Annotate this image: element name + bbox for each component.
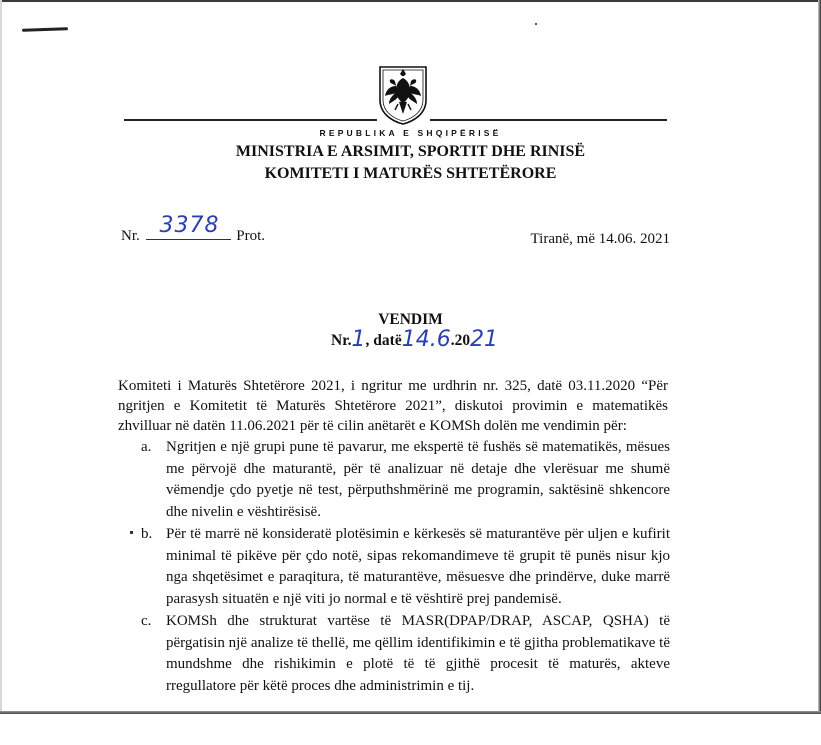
scan-edge-top: [0, 0, 821, 2]
stray-dot: [535, 23, 537, 25]
decision-year-printed: .20: [450, 332, 471, 349]
decision-number-line: [331, 327, 498, 352]
committee-title: KOMITETI I MATURËS SHTETËRORE: [264, 165, 557, 182]
decision-title: VENDIM: [378, 311, 443, 328]
protocol-nr-label: Nr.: [121, 228, 140, 244]
decision-date-prefix: , datë: [365, 332, 402, 349]
stray-dot-b: [130, 531, 133, 534]
intro-text: Komiteti i Maturës Shtetërore 2021, i ngritur me urdhrin nr. 325, datë 03.11.2020 “Për ngritjen e Komitetit të Maturës Shtetërore 2021”, diskutoi provimin e matematikës zhvilluar në datën 11.06.2021 për të cilin anëtarët e KOMSh dolën me vendimin për:: [118, 378, 668, 434]
decision-date-handwritten: 14.6: [401, 327, 451, 352]
decision-number-handwritten: 1: [351, 327, 366, 352]
ministry-title: MINISTRIA E ARSIMIT, SPORTIT DHE RINISË: [235, 143, 586, 160]
decision-nr-prefix: Nr.: [331, 332, 352, 349]
protocol-number-blank: [146, 213, 231, 240]
list-item-text: Ngritjen e një grupi pune të pavarur, me ekspertë të fushës së matematikës, mësues me përvojë dhe maturantë, për të analizuar në detaje dhe vlerësuar me shumë vëmendje çdo pyetje në test, përputhshmërinë me programin, saktësinë shkencore dhe nivelin e vështirësisë.: [166, 439, 670, 520]
list-item-text: KOMSh dhe strukturat vartëse të MASR(DPAP/DRAP, ASCAP, QSHA) të përgatisin një analize të thellë, me qëllim identifikimin e të gjitha problematikave të mundshme dhe rishikimin e plotë të të gjithë procesit të maturës, akteve rregullatore për këtë proces dhe administrimin e tij.: [166, 613, 670, 694]
place-and-date: Tiranë, më 14.06. 2021: [530, 231, 670, 247]
albanian-eagle-emblem-icon: [377, 64, 429, 126]
decision-year-handwritten: 21: [470, 327, 499, 352]
list-item-letter: b.: [141, 526, 153, 542]
stray-pen-mark: [22, 27, 68, 32]
decision-intro-paragraph: [118, 376, 668, 436]
protocol-number-line: [121, 213, 266, 245]
next-page-margin: [0, 714, 821, 745]
header-rule-left: [124, 119, 377, 121]
list-item-text: Për të marrë në konsideratë plotësimin e kërkesës së maturantëve për uljen e kufirit minimal të pikëve për çdo notë, sipas rekomandimeve të grupit të punës nisur kjo nga shqetësimet e paraqitura, të maturantëve, mësuesve dhe prindërve, duke marrë parasysh situatën e një viti jo normal e të vështirë prej pandemisë.: [166, 526, 670, 607]
list-item-letter: c.: [141, 613, 152, 629]
list-item-letter: a.: [141, 439, 152, 455]
protocol-number-handwritten: 3378: [159, 213, 220, 238]
protocol-prot-label: Prot.: [236, 228, 266, 244]
scan-edge-left: [0, 0, 2, 745]
header-rule-right: [430, 119, 667, 121]
republic-title: REPUBLIKA E SHQIPËRISË: [319, 128, 502, 138]
